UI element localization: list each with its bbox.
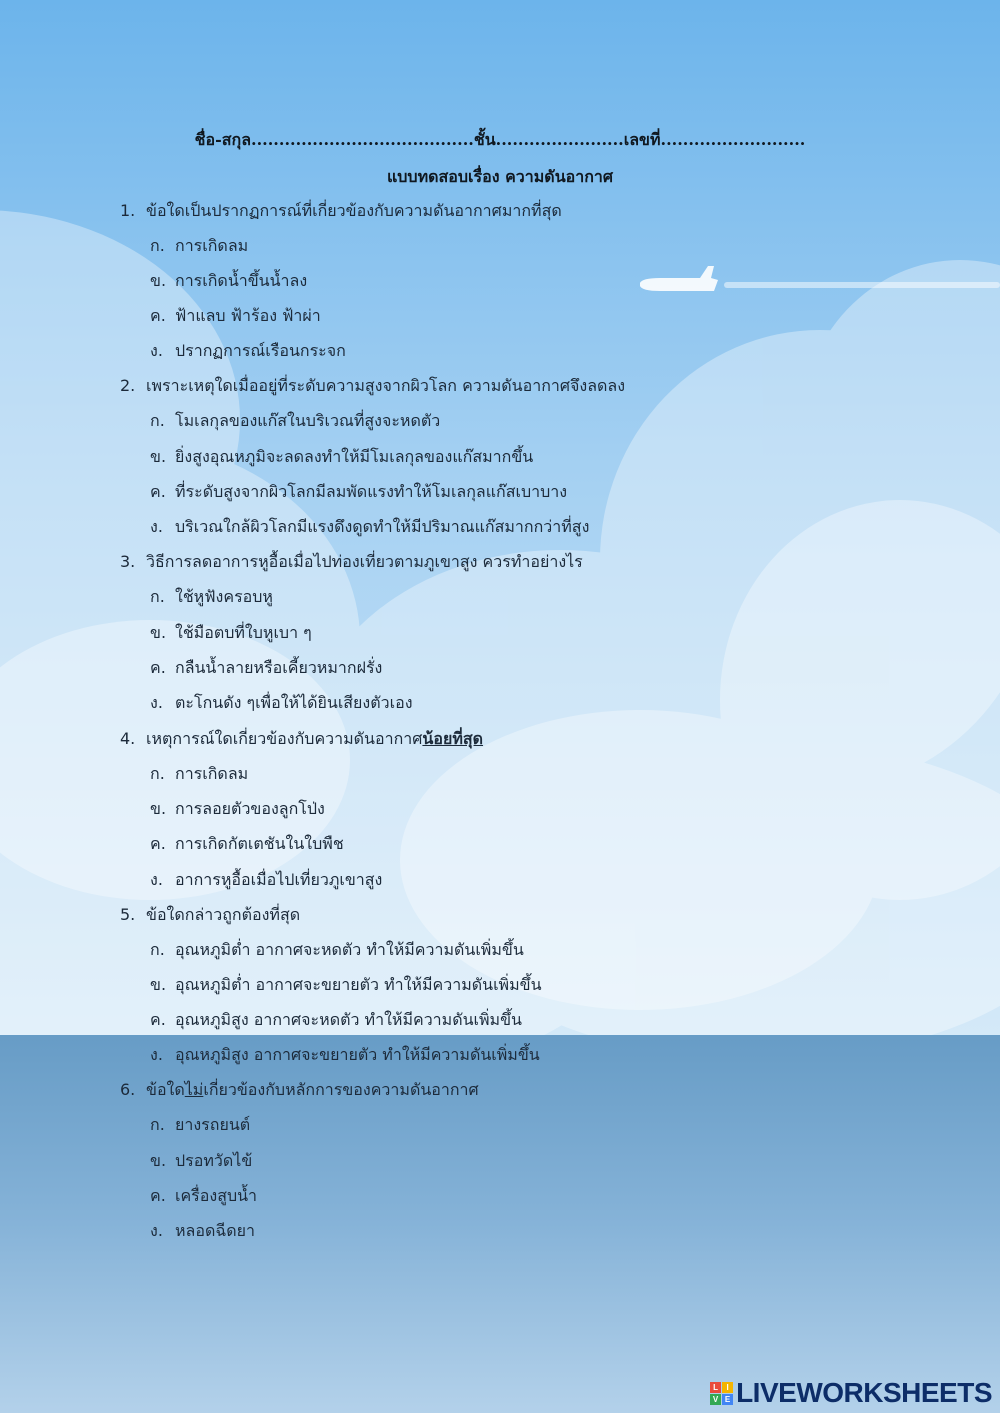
question-2 — [120, 374, 625, 398]
question-text-after: เกี่ยวข้องกับหลักการของความดันอากาศ — [203, 1080, 479, 1099]
option-letter: ข. — [150, 1151, 167, 1170]
logo-block: I — [722, 1382, 733, 1393]
option-text: ตะโกนดัง ๆเพื่อให้ได้ยินเสียงตัวเอง — [175, 693, 413, 712]
option-letter: ค. — [150, 658, 166, 677]
option-text: หลอดฉีดยา — [175, 1221, 255, 1240]
question-number: 5. — [120, 905, 136, 924]
logo-block: V — [710, 1394, 721, 1405]
option-letter: ก. — [150, 1115, 165, 1134]
option-letter: ข. — [150, 271, 167, 290]
question-number: 6. — [120, 1080, 136, 1099]
option-4-a[interactable] — [150, 762, 248, 786]
option-text: ยางรถยนต์ — [175, 1115, 251, 1134]
option-letter: ค. — [150, 482, 166, 501]
question-emphasis: น้อยที่สุด — [422, 729, 484, 748]
question-3 — [120, 550, 583, 574]
logo-block: L — [710, 1382, 721, 1393]
option-5-d[interactable] — [150, 1043, 540, 1067]
question-text-before: ข้อใด — [146, 1080, 185, 1099]
question-text: ข้อใดเป็นปรากฏการณ์ที่เกี่ยวข้องกับความดันอากาศมากที่สุด — [146, 201, 562, 220]
option-text: การเกิดลม — [175, 764, 249, 783]
option-letter: ก. — [150, 764, 165, 783]
option-letter: ก. — [150, 411, 165, 430]
option-text: การเกิดลม — [175, 236, 249, 255]
student-info-line: ชื่อ-สกุล........................................ชั้น.......................เลขที่.......................... — [194, 130, 806, 149]
option-text: ใช้มือตบที่ใบหูเบา ๆ — [175, 623, 312, 642]
question-5 — [120, 903, 300, 927]
option-2-a[interactable] — [150, 409, 440, 433]
option-2-c[interactable] — [150, 480, 567, 504]
option-text: ปรอทวัดไข้ — [175, 1151, 253, 1170]
option-5-b[interactable] — [150, 973, 542, 997]
question-number: 3. — [120, 552, 136, 571]
option-text: ที่ระดับสูงจากผิวโลกมีลมพัดแรงทำให้โมเลกุลแก๊สเบาบาง — [175, 482, 568, 501]
option-letter: ข. — [150, 799, 167, 818]
option-3-c[interactable] — [150, 656, 382, 680]
option-4-d[interactable] — [150, 868, 382, 892]
option-letter: ข. — [150, 447, 167, 466]
option-letter: ค. — [150, 834, 166, 853]
option-2-b[interactable] — [150, 445, 533, 469]
option-6-a[interactable] — [150, 1113, 250, 1137]
option-3-b[interactable] — [150, 621, 312, 645]
option-text: โมเลกุลของแก๊สในบริเวณที่สูงจะหดตัว — [175, 411, 441, 430]
option-letter: ง. — [150, 1221, 163, 1240]
option-1-a[interactable] — [150, 234, 248, 258]
option-1-c[interactable] — [150, 304, 321, 328]
option-3-a[interactable] — [150, 585, 273, 609]
logo-block: E — [722, 1394, 733, 1405]
option-letter: ง. — [150, 693, 163, 712]
option-4-b[interactable] — [150, 797, 325, 821]
question-number: 2. — [120, 376, 136, 395]
option-1-b[interactable] — [150, 269, 307, 293]
option-letter: ง. — [150, 341, 163, 360]
option-6-c[interactable] — [150, 1184, 257, 1208]
option-text: การลอยตัวของลูกโป่ง — [175, 799, 325, 818]
option-text: อาการหูอื้อเมื่อไปเที่ยวภูเขาสูง — [175, 870, 383, 889]
option-letter: ข. — [150, 623, 167, 642]
question-6 — [120, 1078, 479, 1102]
logo-text: LIVEWORKSHEETS — [736, 1377, 992, 1408]
question-underlined-word: ไม่ — [184, 1080, 204, 1099]
question-number: 1. — [120, 201, 136, 220]
question-text: เหตุการณ์ใดเกี่ยวข้องกับความดันอากาศ — [146, 729, 423, 748]
option-text: อุณหภูมิสูง อากาศจะขยายตัว ทำให้มีความดันเพิ่มขึ้น — [175, 1045, 540, 1064]
question-text: ข้อใดกล่าวถูกต้องที่สุด — [146, 905, 301, 924]
liveworksheets-logo[interactable] — [710, 1376, 992, 1410]
option-letter: ค. — [150, 1186, 166, 1205]
option-2-d[interactable] — [150, 515, 589, 539]
option-text: ฟ้าแลบ ฟ้าร้อง ฟ้าผ่า — [175, 306, 321, 325]
option-letter: ง. — [150, 1045, 163, 1064]
option-letter: ค. — [150, 1010, 166, 1029]
option-text: ปรากฏการณ์เรือนกระจก — [175, 341, 346, 360]
option-text: อุณหภูมิต่ำ อากาศจะหดตัว ทำให้มีความดันเพิ่มขึ้น — [175, 940, 524, 959]
question-text: เพราะเหตุใดเมื่ออยู่ที่ระดับความสูงจากผิวโลก ความดันอากาศจึงลดลง — [146, 376, 626, 395]
question-4 — [120, 727, 483, 751]
option-1-d[interactable] — [150, 339, 346, 363]
option-text: ยิ่งสูงอุณหภูมิจะลดลงทำให้มีโมเลกุลของแก๊สมากขึ้น — [175, 447, 534, 466]
option-3-d[interactable] — [150, 691, 413, 715]
option-text: อุณหภูมิต่ำ อากาศจะขยายตัว ทำให้มีความดันเพิ่มขึ้น — [175, 975, 542, 994]
option-4-c[interactable] — [150, 832, 344, 856]
worksheet-title: แบบทดสอบเรื่อง ความดันอากาศ — [386, 167, 614, 186]
option-6-d[interactable] — [150, 1219, 255, 1243]
option-text: การเกิดกัตเตชันในใบพืช — [175, 834, 344, 853]
question-text: วิธีการลดอาการหูอื้อเมื่อไปท่องเที่ยวตามภูเขาสูง ควรทำอย่างไร — [146, 552, 583, 571]
option-text: เครื่องสูบน้ำ — [175, 1186, 258, 1205]
logo-blocks-icon — [710, 1382, 733, 1405]
option-letter: ค. — [150, 306, 166, 325]
option-text: ใช้หูฟังครอบหู — [175, 587, 273, 606]
option-letter: ง. — [150, 517, 163, 536]
question-1 — [120, 199, 562, 223]
option-letter: ง. — [150, 870, 163, 889]
option-letter: ก. — [150, 940, 165, 959]
option-text: บริเวณใกล้ผิวโลกมีแรงดึงดูดทำให้มีปริมาณแก๊สมากกว่าที่สูง — [175, 517, 590, 536]
question-number: 4. — [120, 729, 136, 748]
option-letter: ก. — [150, 587, 165, 606]
option-text: การเกิดน้ำขึ้นน้ำลง — [175, 271, 308, 290]
option-5-a[interactable] — [150, 938, 524, 962]
option-letter: ข. — [150, 975, 167, 994]
option-letter: ก. — [150, 236, 165, 255]
option-text: อุณหภูมิสูง อากาศจะหดตัว ทำให้มีความดันเพิ่มขึ้น — [175, 1010, 522, 1029]
option-6-b[interactable] — [150, 1149, 252, 1173]
option-text: กลืนน้ำลายหรือเคี้ยวหมากฝรั่ง — [175, 658, 383, 677]
option-5-c[interactable] — [150, 1008, 522, 1032]
